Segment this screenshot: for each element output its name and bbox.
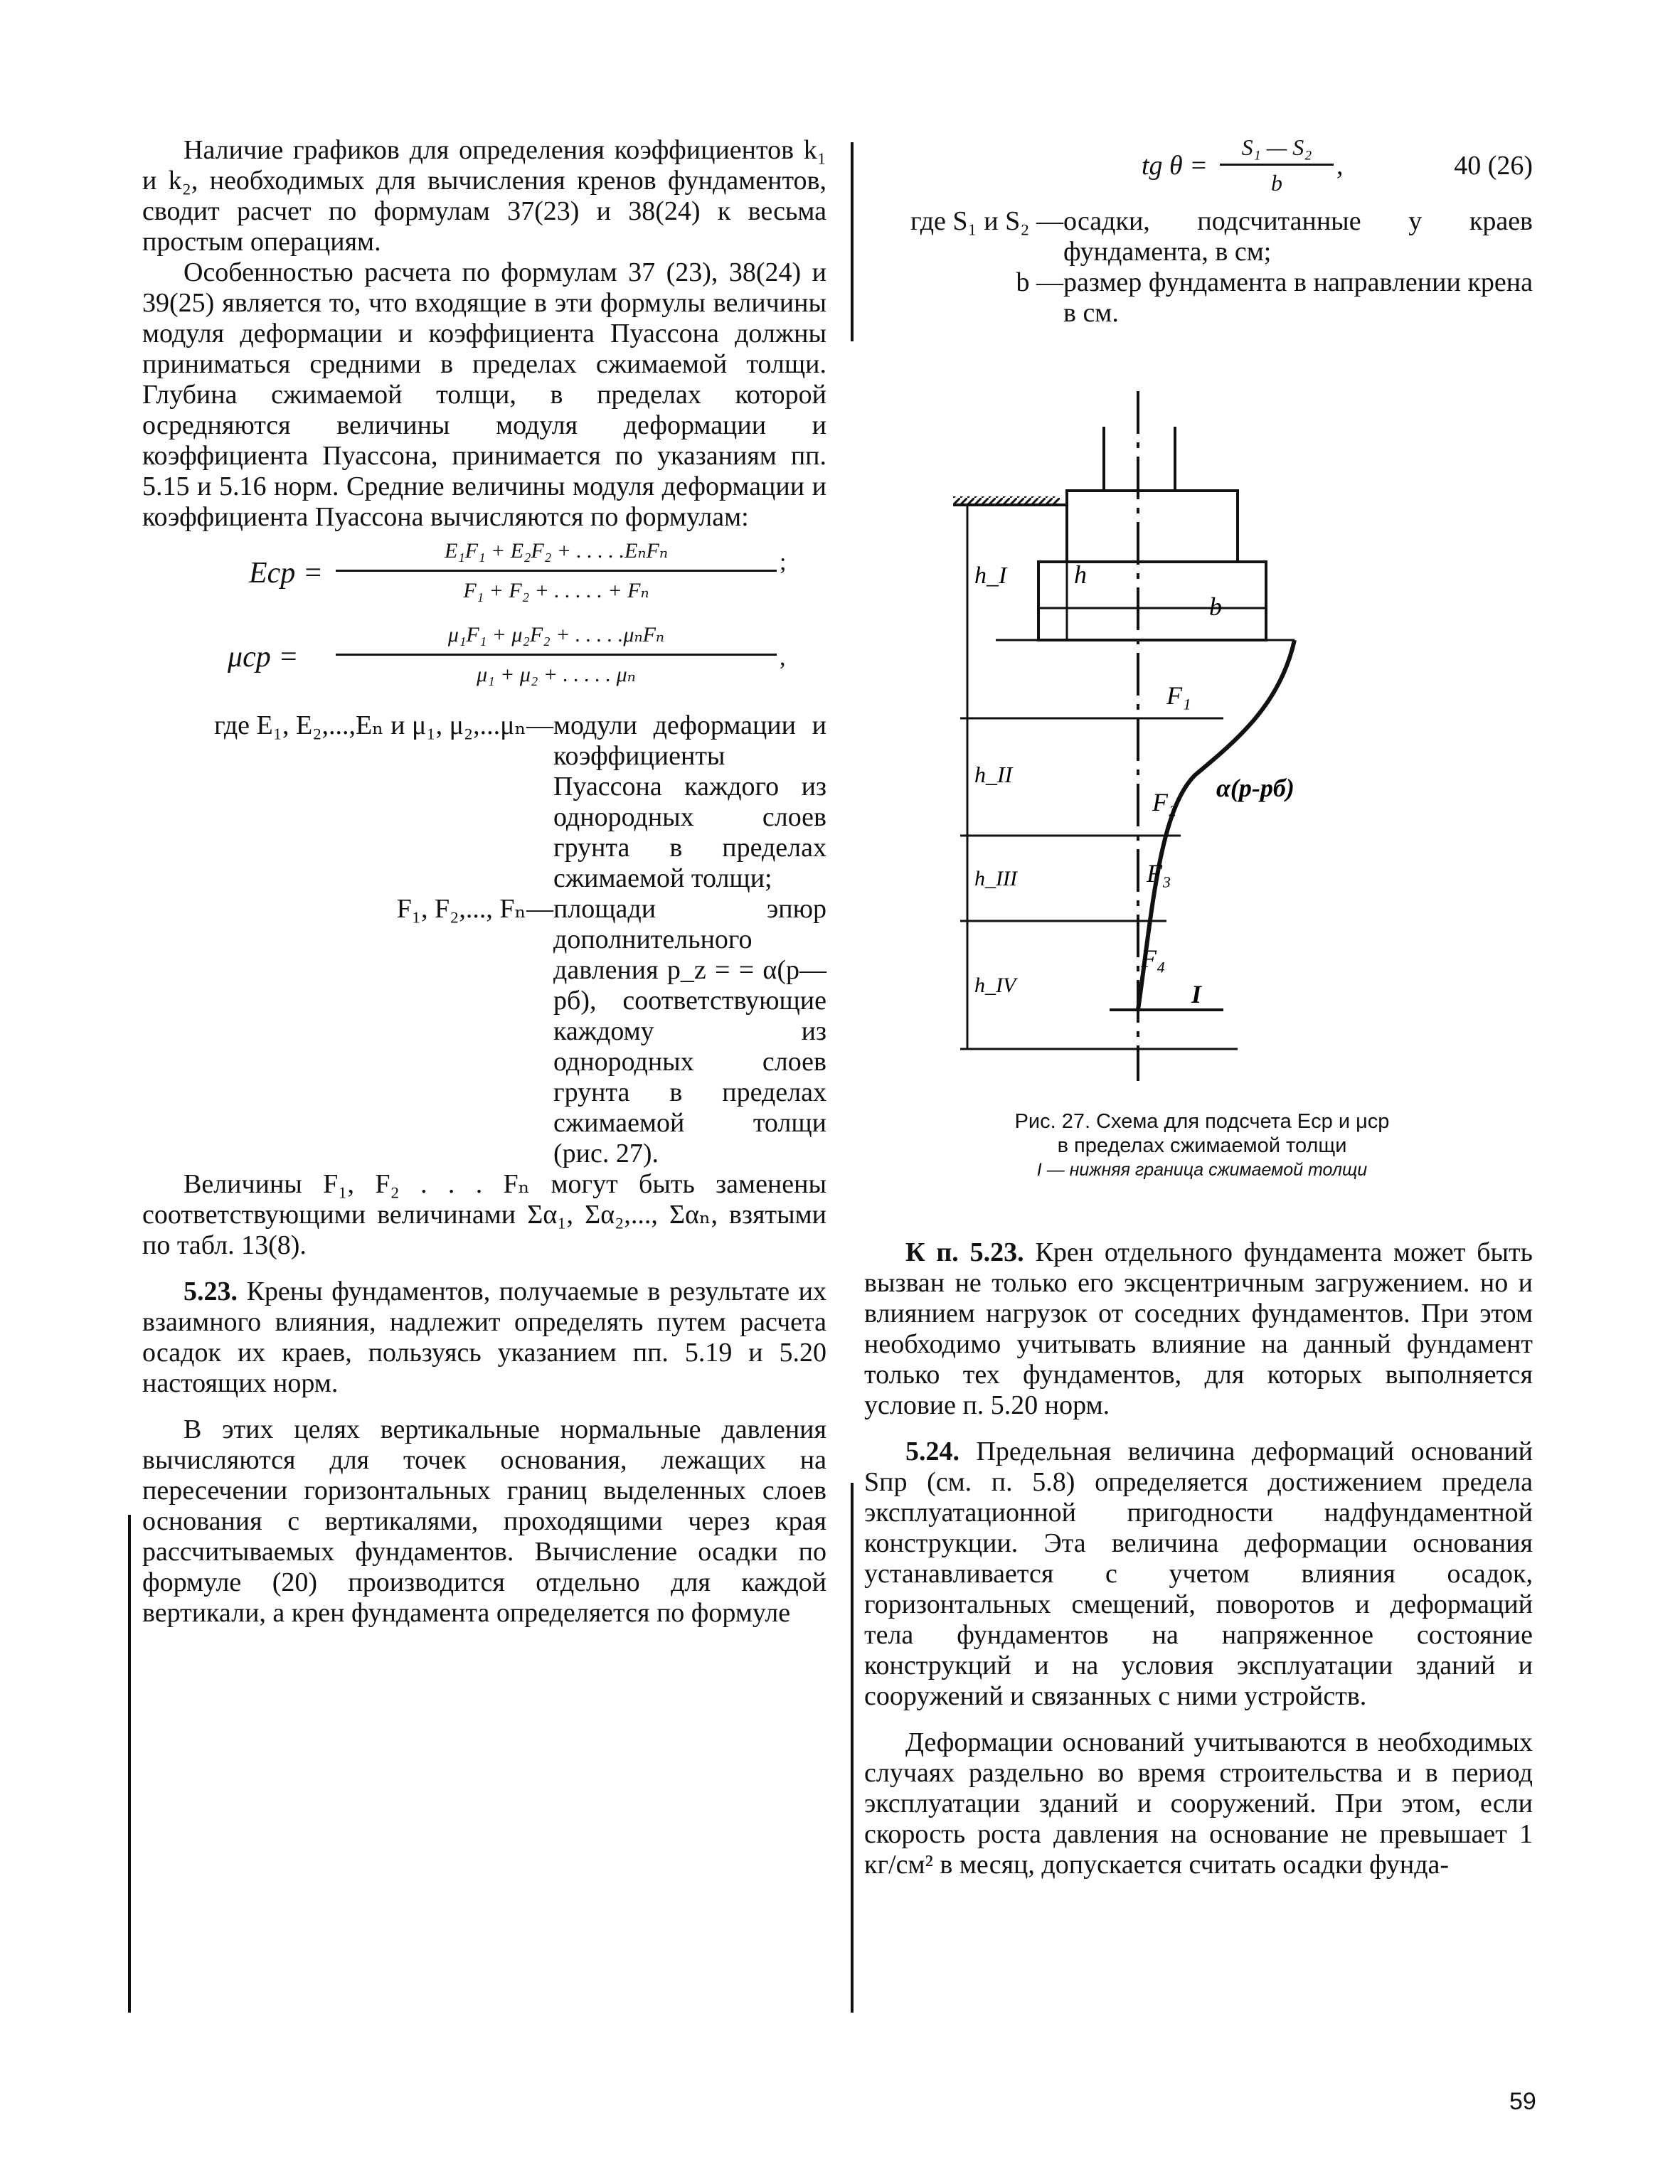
definitions-list	[142, 710, 826, 1169]
formula-mu-tail: ,	[780, 644, 786, 671]
definition-row-areas	[142, 894, 826, 1169]
definition-text-areas: площади эпюр дополнительного давления p_z = = α(p—pб), соответствующие каждому из однородных слоев грунта в пределах сжимаемой толщи (рис. 27).	[553, 894, 826, 1168]
definition-term-areas: F₁, F₂,..., Fₙ—	[396, 894, 553, 924]
paragraph-5-24-text: Предельная величина деформаций оснований Sпр (см. п. 5.8) определяется достижением предела эксплуатационной пригодности надфундаментной конструкции. Эта величина деформации основания устанавливается с учетом влияния осадок, горизонтальных смещений, поворотов и деформаций тела фундаментов на напряженное состояние конструкций и на условия эксплуатации зданий и сооружений и связанных с ними устройств.	[864, 1437, 1533, 1711]
formula-e-fraction-bar	[336, 570, 777, 572]
label-h4: h_IV	[974, 974, 1016, 997]
page-number: 59	[1509, 2088, 1536, 2115]
label-curve: α(p-pб)	[1216, 774, 1294, 802]
label-f4: F₄	[1141, 944, 1166, 973]
formula-tilt-fraction-bar	[1220, 164, 1334, 166]
paragraph-calculation-features: Особенностью расчета по формулам 37 (23), 38(24) и 39(25) является то, что входящие в эти формулы величины модуля деформации и коэффициента Пуассона должны приниматься средними в пределах сжимаемой толщи. Глубина сжимаемой толщи, в пределах которой осредняются величины модуля деформации и коэффициента Пуассона, принимается по указаниям пп. 5.15 и 5.16 норм. Средние величины модуля деформации и коэффициента Пуассона вычисляются по формулам:	[142, 257, 826, 532]
label-h1: h_I	[974, 563, 1007, 589]
definition-row-size	[864, 267, 1533, 329]
foundation-upper-step	[1067, 491, 1238, 562]
label-f2: F₂	[1152, 788, 1177, 816]
paragraph-5-24	[864, 1437, 1533, 1712]
margin-bar-left	[128, 1515, 131, 2013]
formula-e-denominator: F₁ + F₂ + . . . . . + Fₙ	[463, 579, 649, 602]
paragraph-5-23-text: Крены фундаментов, получаемые в результате их взаимного влияния, надлежит определять путем расчета осадок их краев, пользуясь указанием пп. 5.19 и 5.20 настоящих норм.	[142, 1277, 826, 1398]
definition-text-moduli: модули деформации и коэффициенты Пуассона каждого из однородных слоев грунта в пределах сжимаемой толщи;	[553, 710, 826, 893]
right-column-bottom	[864, 1237, 1533, 1880]
figure-27-diagram	[925, 370, 1494, 1095]
foundation-lower-step	[1038, 562, 1266, 640]
label-f1: F₁	[1166, 681, 1191, 710]
definition-text-size: размер фундамента в направлении крена в см.	[1063, 267, 1533, 328]
formula-mu-average	[142, 617, 826, 701]
paragraph-k-5-23	[864, 1237, 1533, 1421]
left-column	[142, 135, 826, 1629]
formula-e-lhs: Eср =	[249, 557, 324, 590]
figure-27-caption	[896, 1109, 1508, 1182]
formula-tilt-number: 40 (26)	[1454, 151, 1533, 181]
formula-tilt-comma: ,	[1336, 151, 1344, 181]
section-label-5-24: 5.24.	[905, 1437, 959, 1466]
label-f3: F₃	[1147, 859, 1171, 888]
paragraph-vertical-pressures: В этих целях вертикальные нормальные давления вычисляются для точек основания, лежащих на пересечении горизонтальных границ выделенных слоев основания с вертикалями, проходящими через края рассчитываемых фундаментов. Вычисление осадки по формуле (20) производится отдельно для каждой вертикали, а крен фундамента определяется по формуле	[142, 1415, 826, 1628]
paragraph-k-5-23-text: Крен отдельного фундамента может быть вызван не только его эксцентричным загружением. но и влиянием нагрузок от соседних фундаментов. При этом необходимо учитывать влияние на данный фундамент только тех фундаментов, для которых выполняется условие п. 5.20 норм.	[864, 1237, 1533, 1420]
formula-tilt	[864, 135, 1533, 206]
formula-mu-fraction-bar	[336, 654, 777, 656]
definition-row-settlements	[864, 206, 1533, 267]
margin-bar-right-bottom	[851, 1483, 854, 2013]
label-h2: h_II	[974, 762, 1013, 787]
paragraph-replace-values: Величины F₁, F₂ . . . Fₙ могут быть заменены соответствующими величинами Σα₁, Σα₂,..., Σαₙ, взятыми по табл. 13(8).	[142, 1169, 826, 1260]
label-i-boundary: I	[1191, 980, 1202, 1008]
caption-note: I — нижняя граница сжимаемой толщи	[1036, 1160, 1368, 1180]
definition-row-moduli	[142, 710, 826, 894]
paragraph-graphs-coefficients: Наличие графиков для определения коэффициентов k₁ и k₂, необходимых для вычисления кренов фундаментов, сводит расчет по формулам 37(23) и 38(24) к весьма простым операциям.	[142, 135, 826, 257]
formula-mu-numerator: μ₁F₁ + μ₂F₂ + . . . . .μₙFₙ	[447, 623, 665, 646]
section-label-k-5-23: К п. 5.23.	[905, 1237, 1024, 1267]
formula-mu-lhs: μср =	[228, 641, 299, 673]
formula-tilt-denominator: b	[1271, 170, 1282, 196]
right-column-top	[864, 135, 1533, 329]
section-label-5-23: 5.23.	[184, 1277, 238, 1306]
label-h3: h_III	[974, 867, 1017, 890]
tilt-definitions	[864, 206, 1533, 329]
paragraph-deformations: Деформации оснований учитываются в необходимых случаях раздельно во время строительства и в период эксплуатации зданий и сооружений. При этом, если скорость роста давления на основание не превышает 1 кг/см² в месяц, допускается считать осадки фунда-	[864, 1727, 1533, 1880]
definition-text-settlements: осадки, подсчитанные у краев фундамента, в см;	[1063, 206, 1533, 267]
formula-e-average	[142, 533, 826, 617]
formula-tilt-numerator: S₁ — S₂	[1241, 134, 1312, 160]
formula-mu-denominator: μ₁ + μ₂ + . . . . . μₙ	[477, 663, 636, 686]
caption-line-1: Рис. 27. Схема для подсчета Eср и μср	[1014, 1110, 1390, 1133]
label-b: b	[1209, 592, 1222, 621]
margin-bar-right-top	[851, 142, 854, 341]
formula-e-numerator: E₁F₁ + E₂F₂ + . . . . .EₙFₙ	[445, 539, 668, 563]
label-h: h	[1074, 560, 1087, 589]
definition-term-size: b —	[1016, 267, 1063, 297]
formula-tilt-lhs: tg θ =	[1142, 151, 1208, 181]
caption-line-2: в пределах сжимаемой толщи	[1057, 1134, 1347, 1157]
definition-term-settlements: где S₁ и S₂ —	[910, 206, 1063, 236]
formula-e-tail: ;	[780, 549, 787, 575]
paragraph-5-23	[142, 1277, 826, 1399]
definition-term-moduli: где E₁, E₂,...,Eₙ и μ₁, μ₂,...μₙ—	[214, 710, 553, 740]
